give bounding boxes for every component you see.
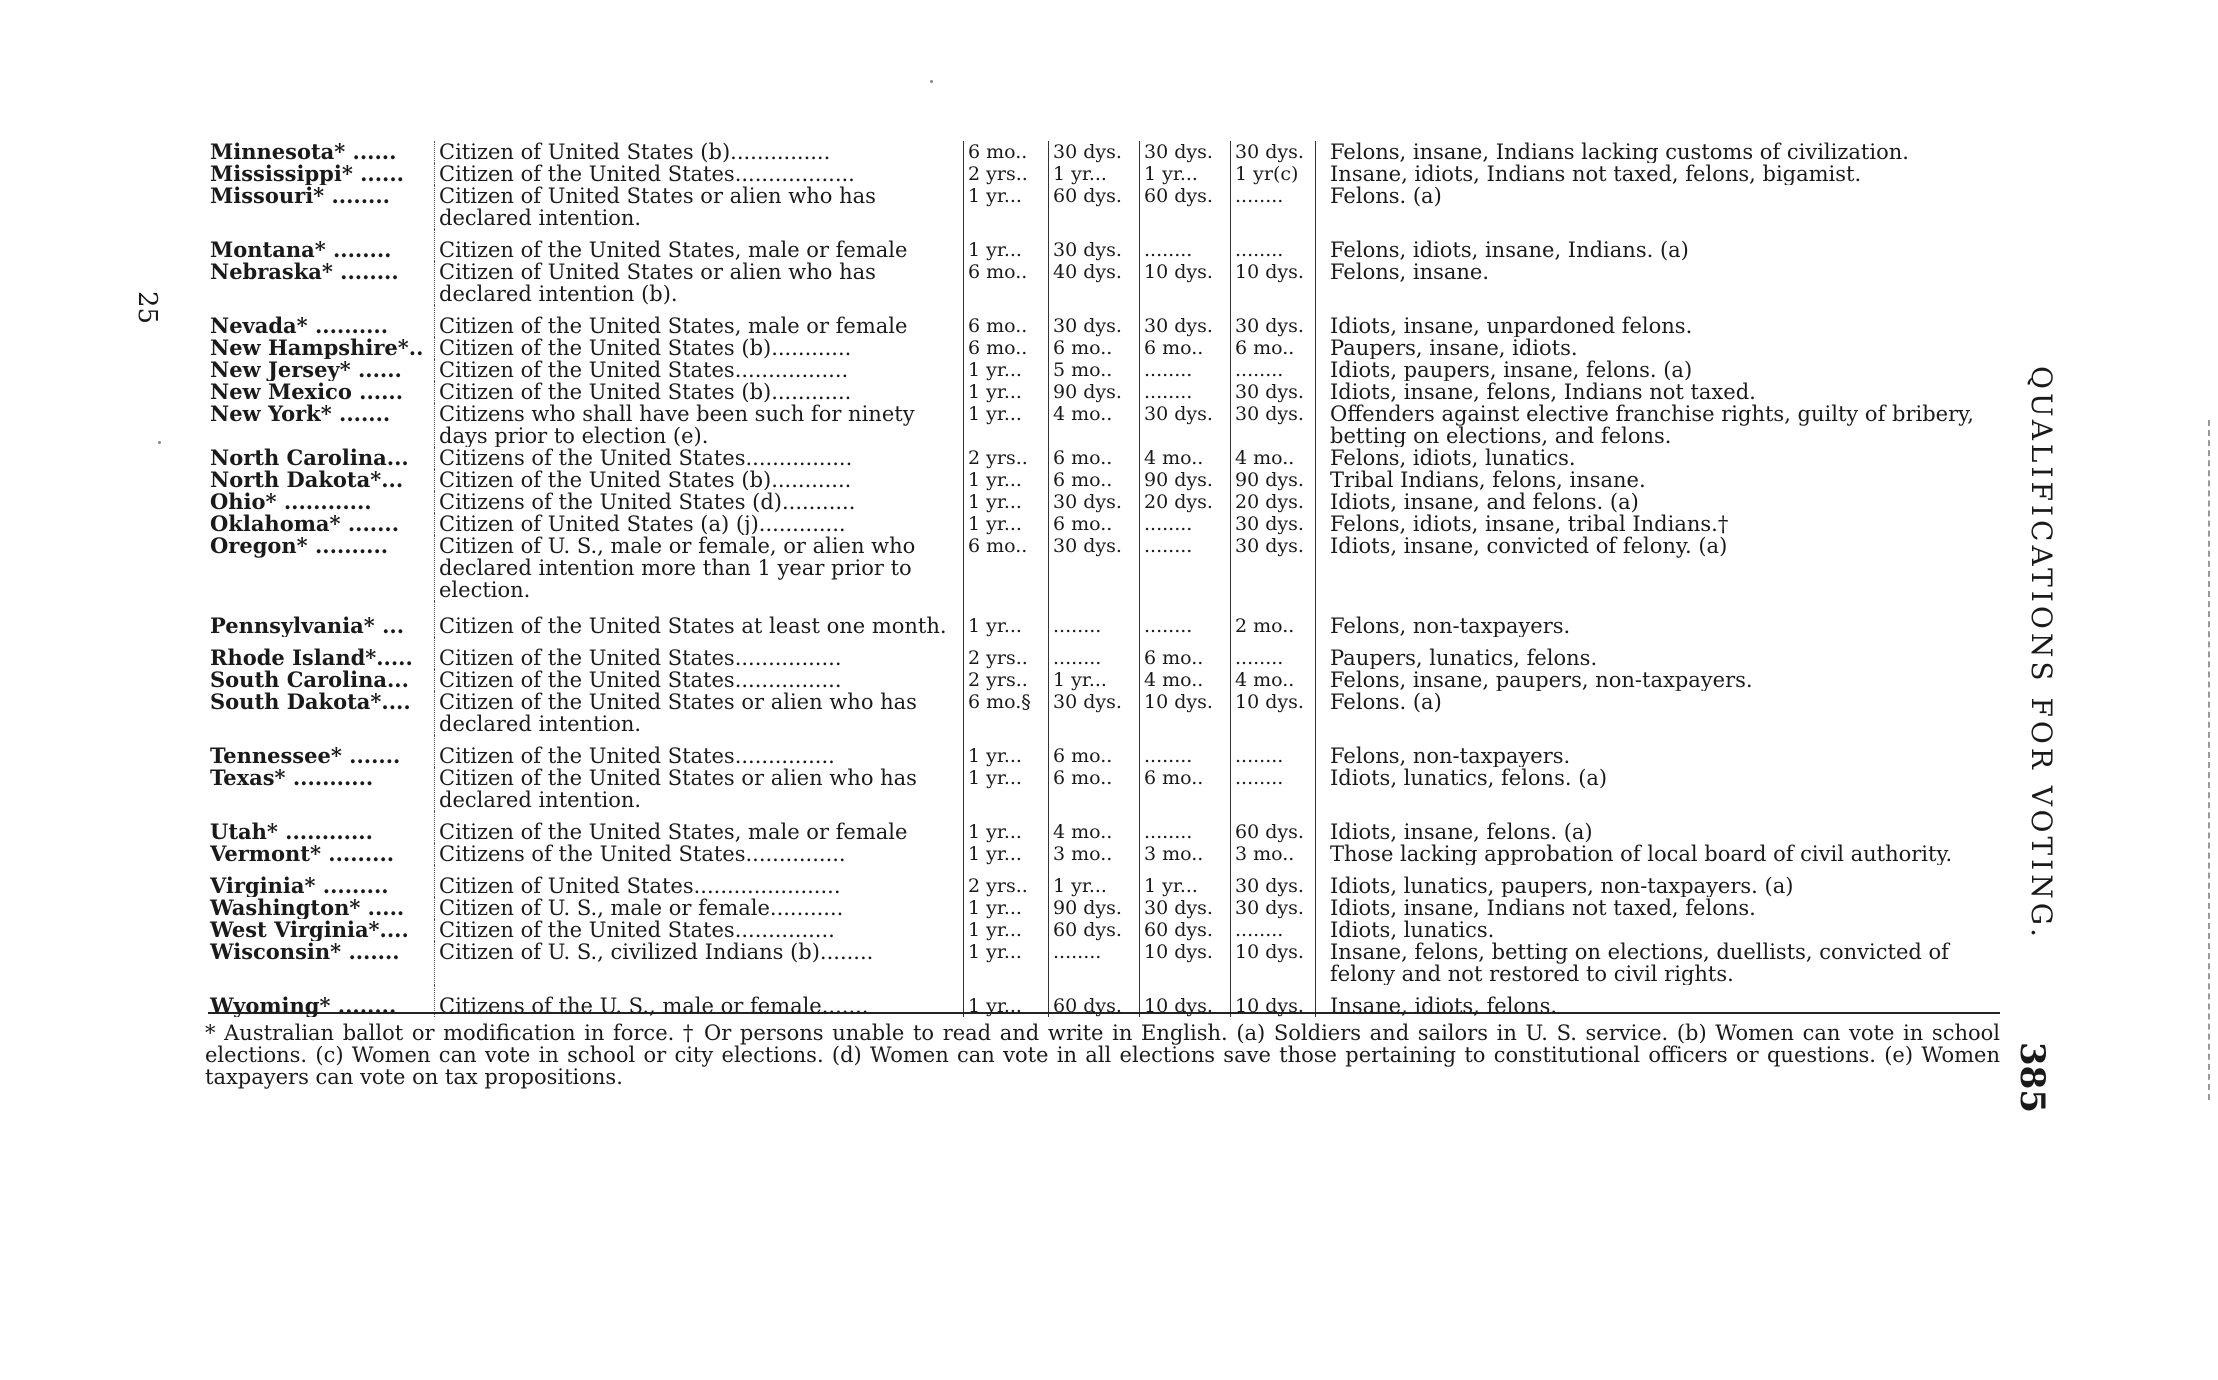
county-residence-cell: 5 mo.. (1049, 359, 1140, 381)
town-residence-cell: ........ (1140, 535, 1231, 601)
state-name-cell: Mississippi* ...... (200, 163, 435, 185)
county-residence-cell: 4 mo.. (1049, 811, 1140, 843)
citizenship-requirement-cell: Citizen of the United States............... (435, 919, 964, 941)
state-residence-cell: 1 yr... (964, 359, 1049, 381)
table-row (200, 359, 2000, 381)
county-residence-cell: 30 dys. (1049, 691, 1140, 735)
citizenship-requirement-cell: Citizen of the United States or alien who has declared intention. (435, 767, 964, 811)
precinct-residence-cell: 4 mo.. (1231, 669, 1316, 691)
table-row (200, 843, 2000, 865)
state-name-cell: Nevada* .......... (200, 305, 435, 337)
precinct-residence-cell: 10 dys. (1231, 261, 1316, 305)
town-residence-cell: 10 dys. (1140, 261, 1231, 305)
precinct-residence-cell: ........ (1231, 229, 1316, 261)
table-row (200, 163, 2000, 185)
precinct-residence-cell: ........ (1231, 735, 1316, 767)
voting-qualifications-table (200, 141, 2000, 1017)
state-residence-cell: 1 yr... (964, 403, 1049, 447)
table-row (200, 669, 2000, 691)
state-name-cell: Missouri* ........ (200, 185, 435, 229)
precinct-residence-cell: ........ (1231, 185, 1316, 229)
state-name-cell: Washington* ..... (200, 897, 435, 919)
precinct-residence-cell: ........ (1231, 637, 1316, 669)
exclusions-cell: Felons. (a) (1330, 691, 1442, 714)
footnotes (205, 1022, 2000, 1088)
state-name-cell: Texas* ........... (200, 767, 435, 811)
state-residence-cell: 1 yr... (964, 811, 1049, 843)
state-name-cell: Wyoming* ........ (200, 985, 435, 1017)
state-name-cell: Nebraska* ........ (200, 261, 435, 305)
state-name-cell: New Hampshire*.. (200, 337, 435, 359)
town-residence-cell: ........ (1140, 513, 1231, 535)
citizenship-requirement-cell: Citizen of U. S., civilized Indians (b)........ (435, 941, 964, 985)
precinct-residence-cell: 2 mo.. (1231, 601, 1316, 637)
exclusions-cell: Felons, non-taxpayers. (1330, 614, 1571, 637)
state-residence-cell: 6 mo.§ (964, 691, 1049, 735)
citizenship-requirement-cell: Citizen of the United States, male or female (435, 229, 964, 261)
precinct-residence-cell: 30 dys. (1231, 381, 1316, 403)
town-residence-cell: 3 mo.. (1140, 843, 1231, 865)
town-residence-cell: ........ (1140, 229, 1231, 261)
county-residence-cell: 30 dys. (1049, 491, 1140, 513)
state-residence-cell: 1 yr... (964, 381, 1049, 403)
exclusions-cell: Idiots, insane, and felons. (a) (1330, 491, 1639, 513)
table-row (200, 535, 2000, 601)
exclusions-cell: Felons, idiots, insane, Indians. (a) (1330, 238, 1689, 261)
citizenship-requirement-cell: Citizen of the United States............... (435, 735, 964, 767)
county-residence-cell: 6 mo.. (1049, 735, 1140, 767)
state-residence-cell: 1 yr... (964, 185, 1049, 229)
precinct-residence-cell: 60 dys. (1231, 811, 1316, 843)
county-residence-cell: 30 dys. (1049, 141, 1140, 163)
state-name-cell: West Virginia*.... (200, 919, 435, 941)
state-residence-cell: 1 yr... (964, 469, 1049, 491)
county-residence-cell: ........ (1049, 637, 1140, 669)
county-residence-cell: 1 yr... (1049, 865, 1140, 897)
exclusions-cell: Those lacking approbation of local board of civil authority. (1330, 843, 1953, 865)
county-residence-cell: 60 dys. (1049, 185, 1140, 229)
exclusions-cell: Insane, idiots, felons. (1330, 994, 1558, 1017)
table-row (200, 811, 2000, 843)
citizenship-requirement-cell: Citizen of United States or alien who has declared intention. (435, 185, 964, 229)
table-row (200, 141, 2000, 163)
town-residence-cell: ........ (1140, 359, 1231, 381)
state-residence-cell: 2 yrs.. (964, 447, 1049, 469)
county-residence-cell: 3 mo.. (1049, 843, 1140, 865)
town-residence-cell: 30 dys. (1140, 141, 1231, 163)
citizenship-requirement-cell: Citizen of the United States.................. (435, 163, 964, 185)
citizenship-requirement-cell: Citizen of the United States................ (435, 637, 964, 669)
exclusions-cell: Idiots, insane, felons, Indians not taxed. (1330, 381, 1756, 403)
state-name-cell: New York* ....... (200, 403, 435, 447)
citizenship-requirement-cell: Citizens of the United States............... (435, 843, 964, 865)
state-name-cell: Virginia* ......... (200, 865, 435, 897)
county-residence-cell: 90 dys. (1049, 897, 1140, 919)
town-residence-cell: 10 dys. (1140, 691, 1231, 735)
table-row (200, 735, 2000, 767)
table-row (200, 897, 2000, 919)
table-row (200, 337, 2000, 359)
state-residence-cell: 6 mo.. (964, 305, 1049, 337)
town-residence-cell: 10 dys. (1140, 941, 1231, 985)
table-row (200, 513, 2000, 535)
county-residence-cell: 6 mo.. (1049, 447, 1140, 469)
citizenship-requirement-cell: Citizen of U. S., male or female........... (435, 897, 964, 919)
footnote-text: * Australian ballot or modification in force. † Or persons unable to read and write in English. (a) Soldiers and sailors in U. S. service. (b) Women can vote in school elections. (c) Women can vote in school or city elections. (d) Women can vote in all elections save those pertaining to constitutional officers or questions. (e) Women taxpayers can vote on tax propositions. (205, 1021, 2000, 1089)
table-row (200, 691, 2000, 735)
table-row (200, 491, 2000, 513)
state-name-cell: South Dakota*.... (200, 691, 435, 735)
state-residence-cell: 2 yrs.. (964, 637, 1049, 669)
town-residence-cell: ........ (1140, 381, 1231, 403)
margin-number: 25 (132, 291, 162, 325)
town-residence-cell: 30 dys. (1140, 305, 1231, 337)
precinct-residence-cell: 30 dys. (1231, 305, 1316, 337)
citizenship-requirement-cell: Citizen of United States (a) (j)............. (435, 513, 964, 535)
state-name-cell: Pennsylvania* ... (200, 601, 435, 637)
table-row (200, 229, 2000, 261)
state-name-cell: Oregon* .......... (200, 535, 435, 601)
citizenship-requirement-cell: Citizen of United States (b)............... (435, 141, 964, 163)
town-residence-cell: 6 mo.. (1140, 637, 1231, 669)
table-row (200, 261, 2000, 305)
town-residence-cell: 10 dys. (1140, 985, 1231, 1017)
state-residence-cell: 1 yr... (964, 985, 1049, 1017)
exclusions-cell: Felons, idiots, lunatics. (1330, 447, 1576, 469)
town-residence-cell: 30 dys. (1140, 897, 1231, 919)
state-name-cell: Oklahoma* ....... (200, 513, 435, 535)
town-residence-cell: 4 mo.. (1140, 669, 1231, 691)
state-residence-cell: 1 yr... (964, 491, 1049, 513)
county-residence-cell: 30 dys. (1049, 305, 1140, 337)
state-name-cell: Wisconsin* ....... (200, 941, 435, 985)
town-residence-cell: 6 mo.. (1140, 767, 1231, 811)
town-residence-cell: 1 yr... (1140, 865, 1231, 897)
state-name-cell: Utah* ............ (200, 811, 435, 843)
county-residence-cell: 1 yr... (1049, 163, 1140, 185)
county-residence-cell: 1 yr... (1049, 669, 1140, 691)
county-residence-cell: 6 mo.. (1049, 513, 1140, 535)
exclusions-cell: Felons, non-taxpayers. (1330, 744, 1571, 767)
citizenship-requirement-cell: Citizen of the United States at least one month. (435, 601, 964, 637)
scan-speck (158, 441, 161, 444)
state-residence-cell: 1 yr... (964, 941, 1049, 985)
footnote-divider (208, 1012, 2000, 1014)
exclusions-cell: Felons, insane. (1330, 261, 1490, 284)
exclusions-cell: Paupers, insane, idiots. (1330, 337, 1578, 359)
state-residence-cell: 6 mo.. (964, 337, 1049, 359)
citizenship-requirement-cell: Citizen of the United States, male or female (435, 305, 964, 337)
state-residence-cell: 1 yr... (964, 513, 1049, 535)
county-residence-cell: 30 dys. (1049, 229, 1140, 261)
county-residence-cell: 6 mo.. (1049, 767, 1140, 811)
citizenship-requirement-cell: Citizen of the United States, male or female (435, 811, 964, 843)
exclusions-cell: Paupers, lunatics, felons. (1330, 646, 1598, 669)
table-row (200, 381, 2000, 403)
county-residence-cell: 30 dys. (1049, 535, 1140, 601)
state-residence-cell: 1 yr... (964, 229, 1049, 261)
exclusions-cell: Idiots, insane, convicted of felony. (a) (1330, 535, 1728, 558)
precinct-residence-cell: 30 dys. (1231, 865, 1316, 897)
town-residence-cell: 6 mo.. (1140, 337, 1231, 359)
citizenship-requirement-cell: Citizens of the United States (d)........... (435, 491, 964, 513)
citizenship-requirement-cell: Citizen of U. S., male or female, or alien who declared intention more than 1 year prior to election. (435, 535, 964, 601)
precinct-residence-cell: ........ (1231, 359, 1316, 381)
town-residence-cell: ........ (1140, 735, 1231, 767)
precinct-residence-cell: 4 mo.. (1231, 447, 1316, 469)
precinct-residence-cell: 20 dys. (1231, 491, 1316, 513)
county-residence-cell: 60 dys. (1049, 985, 1140, 1017)
state-name-cell: North Dakota*... (200, 469, 435, 491)
precinct-residence-cell: 6 mo.. (1231, 337, 1316, 359)
precinct-residence-cell: ........ (1231, 919, 1316, 941)
state-residence-cell: 1 yr... (964, 735, 1049, 767)
town-residence-cell: 4 mo.. (1140, 447, 1231, 469)
precinct-residence-cell: 3 mo.. (1231, 843, 1316, 865)
precinct-residence-cell: 30 dys. (1231, 535, 1316, 601)
table-body (200, 141, 2000, 1017)
exclusions-cell: Idiots, lunatics, paupers, non-taxpayers. (a) (1330, 874, 1794, 897)
precinct-residence-cell: 10 dys. (1231, 691, 1316, 735)
table-row (200, 185, 2000, 229)
citizenship-requirement-cell: Citizen of the United States................ (435, 669, 964, 691)
precinct-residence-cell: 1 yr(c) (1231, 163, 1316, 185)
table-row (200, 637, 2000, 669)
state-residence-cell: 1 yr... (964, 843, 1049, 865)
citizenship-requirement-cell: Citizen of the United States or alien who has declared intention. (435, 691, 964, 735)
citizenship-requirement-cell: Citizens who shall have been such for ninety days prior to election (e). (435, 403, 964, 447)
state-name-cell: New Jersey* ...... (200, 359, 435, 381)
state-name-cell: South Carolina... (200, 669, 435, 691)
town-residence-cell: 60 dys. (1140, 919, 1231, 941)
state-residence-cell: 1 yr... (964, 601, 1049, 637)
exclusions-cell: Offenders against elective franchise rights, guilty of bribery, betting on elections, and felons. (1330, 403, 1974, 447)
town-residence-cell: ........ (1140, 601, 1231, 637)
exclusions-cell: Insane, idiots, Indians not taxed, felons, bigamist. (1330, 163, 1862, 185)
state-name-cell: Vermont* ......... (200, 843, 435, 865)
table-row (200, 601, 2000, 637)
town-residence-cell: 20 dys. (1140, 491, 1231, 513)
state-residence-cell: 1 yr... (964, 767, 1049, 811)
exclusions-cell: Idiots, insane, unpardoned felons. (1330, 314, 1693, 337)
state-residence-cell: 6 mo.. (964, 141, 1049, 163)
state-residence-cell: 2 yrs.. (964, 669, 1049, 691)
state-residence-cell: 2 yrs.. (964, 163, 1049, 185)
county-residence-cell: 4 mo.. (1049, 403, 1140, 447)
state-residence-cell: 1 yr... (964, 897, 1049, 919)
state-name-cell: Montana* ........ (200, 229, 435, 261)
state-residence-cell: 6 mo.. (964, 261, 1049, 305)
county-residence-cell: 40 dys. (1049, 261, 1140, 305)
county-residence-cell: 6 mo.. (1049, 337, 1140, 359)
town-residence-cell: ........ (1140, 811, 1231, 843)
table-row (200, 767, 2000, 811)
state-name-cell: Rhode Island*..... (200, 637, 435, 669)
citizenship-requirement-cell: Citizen of the United States................. (435, 359, 964, 381)
exclusions-cell: Felons, idiots, insane, tribal Indians.† (1330, 513, 1729, 535)
scan-edge-mark (2208, 420, 2210, 1100)
precinct-residence-cell: 90 dys. (1231, 469, 1316, 491)
town-residence-cell: 1 yr... (1140, 163, 1231, 185)
citizenship-requirement-cell: Citizen of United States or alien who has declared intention (b). (435, 261, 964, 305)
running-head: QUALIFICATIONS FOR VOTING. (2025, 366, 2058, 941)
state-name-cell: North Carolina... (200, 447, 435, 469)
county-residence-cell: 90 dys. (1049, 381, 1140, 403)
exclusions-cell: Felons, insane, paupers, non-taxpayers. (1330, 669, 1753, 691)
precinct-residence-cell: 30 dys. (1231, 897, 1316, 919)
citizenship-requirement-cell: Citizen of the United States (b)............ (435, 381, 964, 403)
table-row (200, 941, 2000, 985)
state-name-cell: Ohio* ............ (200, 491, 435, 513)
county-residence-cell: 6 mo.. (1049, 469, 1140, 491)
exclusions-cell: Idiots, lunatics. (1330, 919, 1495, 941)
exclusions-cell: Tribal Indians, felons, insane. (1330, 469, 1646, 491)
town-residence-cell: 30 dys. (1140, 403, 1231, 447)
citizenship-requirement-cell: Citizen of the United States (b)............ (435, 337, 964, 359)
precinct-residence-cell: ........ (1231, 767, 1316, 811)
precinct-residence-cell: 10 dys. (1231, 985, 1316, 1017)
table-row (200, 305, 2000, 337)
table-row (200, 403, 2000, 447)
precinct-residence-cell: 30 dys. (1231, 141, 1316, 163)
state-name-cell: New Mexico ...... (200, 381, 435, 403)
table-row (200, 447, 2000, 469)
town-residence-cell: 60 dys. (1140, 185, 1231, 229)
exclusions-cell: Idiots, lunatics, felons. (a) (1330, 767, 1608, 790)
citizenship-requirement-cell: Citizens of the U. S., male or female....... (435, 985, 964, 1017)
citizenship-requirement-cell: Citizens of the United States................ (435, 447, 964, 469)
precinct-residence-cell: 30 dys. (1231, 513, 1316, 535)
table-row (200, 865, 2000, 897)
town-residence-cell: 90 dys. (1140, 469, 1231, 491)
county-residence-cell: 60 dys. (1049, 919, 1140, 941)
state-residence-cell: 2 yrs.. (964, 865, 1049, 897)
state-residence-cell: 6 mo.. (964, 535, 1049, 601)
table-row (200, 919, 2000, 941)
state-name-cell: Minnesota* ...... (200, 141, 435, 163)
scan-speck (930, 80, 933, 83)
citizenship-requirement-cell: Citizen of United States...................... (435, 865, 964, 897)
state-residence-cell: 1 yr... (964, 919, 1049, 941)
exclusions-cell: Felons. (a) (1330, 185, 1442, 208)
exclusions-cell: Idiots, insane, felons. (a) (1330, 820, 1593, 843)
county-residence-cell: ........ (1049, 601, 1140, 637)
exclusions-cell: Felons, insane, Indians lacking customs of civilization. (1330, 141, 1909, 163)
citizenship-requirement-cell: Citizen of the United States (b)............ (435, 469, 964, 491)
page-number: 385 (2012, 1042, 2052, 1113)
exclusions-cell: Idiots, paupers, insane, felons. (a) (1330, 359, 1693, 381)
state-name-cell: Tennessee* ....... (200, 735, 435, 767)
county-residence-cell: ........ (1049, 941, 1140, 985)
exclusions-cell: Insane, felons, betting on elections, duellists, convicted of felony and not restored to civil rights. (1330, 941, 1949, 985)
precinct-residence-cell: 30 dys. (1231, 403, 1316, 447)
exclusions-cell: Idiots, insane, Indians not taxed, felons. (1330, 897, 1756, 919)
precinct-residence-cell: 10 dys. (1231, 941, 1316, 985)
table-row (200, 469, 2000, 491)
